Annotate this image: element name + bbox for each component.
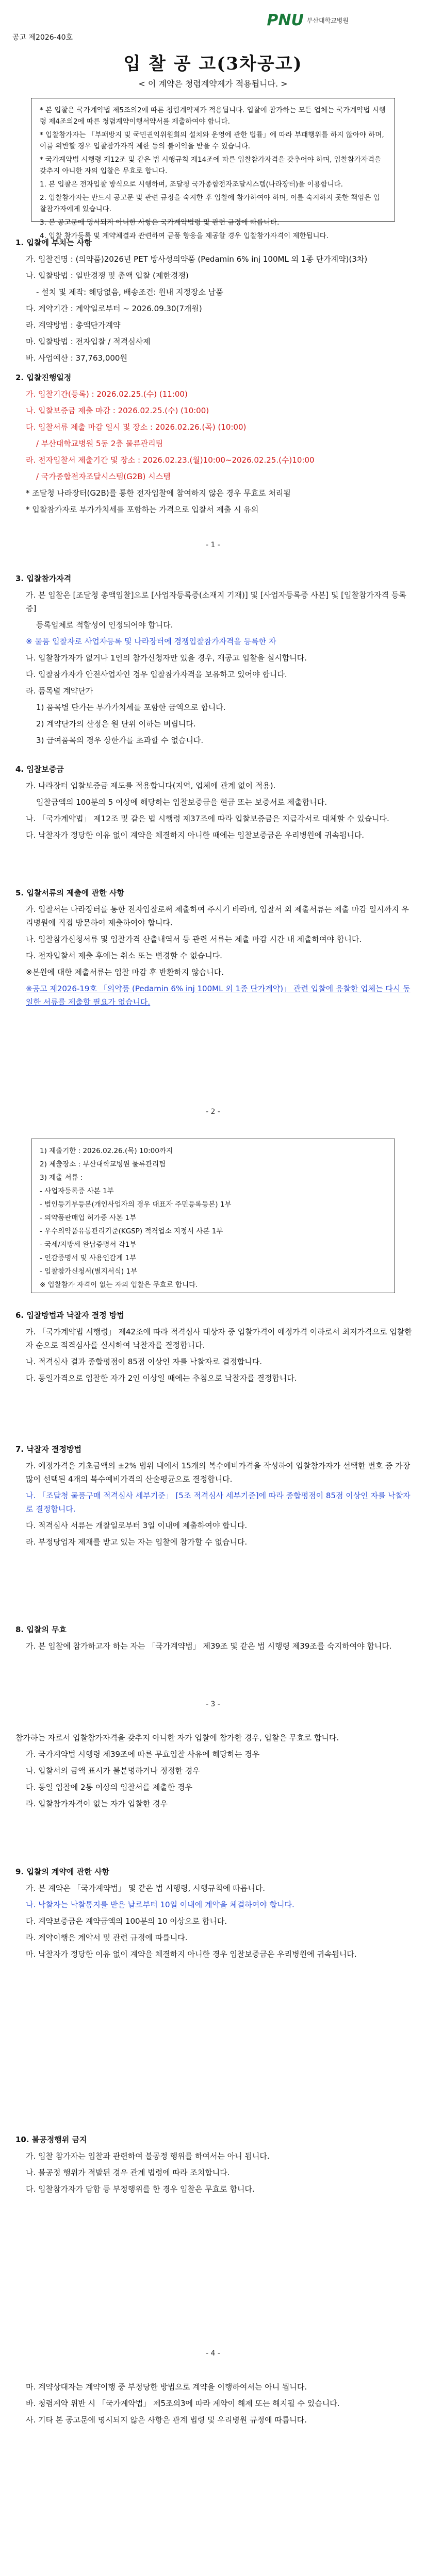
section-line: 나. 불공정 행위가 적발된 경우 관계 법령에 따라 조치합니다. bbox=[26, 2168, 230, 2177]
section-heading: 2. 입찰진행일정 bbox=[15, 373, 72, 382]
section-line: 가. 나라장터 입찰보증금 제도를 적용합니다(지역, 업체에 관계 없이 적용). bbox=[26, 781, 276, 790]
section-2 bbox=[15, 371, 413, 519]
section-4 bbox=[15, 762, 413, 845]
section-heading: 3. 입찰참가자격 bbox=[15, 574, 72, 583]
notice-box bbox=[31, 98, 395, 240]
box-line: - 사업자등록증 사본 1부 bbox=[40, 1187, 114, 1195]
logo-mark: PNU bbox=[267, 11, 304, 29]
section-line: - 설치 및 제작: 해당없음, 배송조건: 원내 지정장소 납품 bbox=[36, 287, 223, 297]
section-line: 가. 입찰기간(등록) : 2026.02.25.(수) (11:00) bbox=[26, 389, 188, 399]
section-line: ※ 물품 입찰자로 사업자등록 및 나라장터에 경쟁입찰참가자격을 등록한 자 bbox=[26, 637, 276, 646]
section-line: 다. 입찰참가자가 담합 등 부정행위를 한 경우 입찰은 무효로 합니다. bbox=[26, 2184, 255, 2194]
section-line: 다. 계약보증금은 계약금액의 100분의 10 이상으로 합니다. bbox=[26, 1917, 227, 1926]
section-line: 가. 본 입찰에 참가하고자 하는 자는 「국가계약법」 제39조 및 같은 법 시행령 제39조를 숙지하여야 합니다. bbox=[26, 1641, 392, 1651]
section-line: 가. 본 입찰은 [조달청 총액입찰]으로 [사업자등록증(소재지 기재)] 및 [사업자등록증 사본] 및 [입찰참가자격 등록증] bbox=[26, 590, 406, 613]
section-heading: 7. 낙찰자 결정방법 bbox=[15, 1445, 82, 1454]
box-line: - 의약품판매업 허가증 사본 1부 bbox=[40, 1214, 137, 1222]
section-8-cont bbox=[15, 1731, 413, 1814]
section-heading: 5. 입찰서류의 제출에 관한 사항 bbox=[15, 888, 124, 897]
section-heading: 9. 입찰의 계약에 관한 사항 bbox=[15, 1867, 109, 1876]
page-title: 입 찰 공 고(3차공고) bbox=[123, 54, 303, 74]
section-line: 라. 부정당업자 제재를 받고 있는 자는 입찰에 참가할 수 없습니다. bbox=[26, 1537, 248, 1547]
section-heading: 6. 입찰방법과 낙찰자 결정 방법 bbox=[15, 1311, 124, 1320]
section-heading: 4. 입찰보증금 bbox=[15, 765, 64, 774]
logo-name: 부산대학교병원 bbox=[306, 17, 349, 24]
section-line: 다. 적격심사 서류는 개찰일로부터 3일 이내에 제출하여야 합니다. bbox=[26, 1521, 248, 1530]
section-line: 바. 사업예산 : 37,763,000원 bbox=[26, 353, 127, 363]
hospital-logo bbox=[267, 11, 349, 29]
section-line: 가. 「국가계약법 시행령」 제42조에 따라 적격심사 대상자 중 입찰가격이 예정가격 이하로서 최저가격으로 입찰한 자 순으로 적격심사를 실시하여 낙찰자를 결정합니다. bbox=[26, 1327, 412, 1350]
notice-line: * 국가계약법 시행령 제12조 및 같은 법 시행규칙 제14조에 따른 입찰참가자격을 갖추어야 하며, 입찰참가자격을 갖추지 아니한 자의 입찰은 무효로 합니다. bbox=[40, 156, 381, 175]
page-number: - 3 - bbox=[206, 1700, 220, 1708]
box-line: - 입찰참가신청서(별지서식) 1부 bbox=[40, 1267, 138, 1276]
section-line: 다. 입찰참가자가 안전사업자인 경우 입찰참가자격을 보유하고 있어야 합니다. bbox=[26, 670, 287, 679]
notice-line: * 본 입찰은 국가계약법 제5조의2에 따른 청렴계약제가 적용됩니다. 입찰에 참가하는 모든 업체는 국가계약법 시행령 제4조의2에 따른 청렴계약이행서약서를 제출하여야 합니다. bbox=[40, 106, 386, 126]
section-line: 마. 낙찰자가 정당한 이유 없이 계약을 체결하지 아니한 경우 입찰보증금은 우리병원에 귀속됩니다. bbox=[26, 1950, 357, 1959]
section-line: 참가하는 자로서 입찰참가자격을 갖추지 아니한 자가 입찰에 참가한 경우, 입찰은 무효로 합니다. bbox=[15, 1733, 339, 1742]
box-line: 2) 제출장소 : 부산대학교병원 물류관리팀 bbox=[40, 1160, 166, 1168]
section-line: 다. 계약기간 : 계약일로부터 ~ 2026.09.30(7개월) bbox=[26, 304, 202, 313]
notice-line: * 입찰참가자는 「부패방지 및 국민권익위원회의 설치와 운영에 관한 법률」에 따라 부패행위를 하지 않아야 하며, 이를 위반할 경우 입찰참가자격 제한 등의 불이익을 받을 수 있습니다. bbox=[40, 131, 384, 150]
section-line: 다. 동일가격으로 입찰한 자가 2인 이상일 때에는 추첨으로 낙찰자를 결정합니다. bbox=[26, 1374, 297, 1383]
section-line: 라. 전자입찰서 제출기간 및 장소 : 2026.02.23.(월)10:00~2026.02.25.(수)10:00 bbox=[26, 455, 315, 465]
section-line: 등록업체로 적합성이 인정되어야 합니다. bbox=[36, 620, 173, 630]
section-10 bbox=[15, 2133, 413, 2199]
section-line: 사. 기타 본 공고문에 명시되지 않은 사항은 관계 법령 및 우리병원 규정에 따릅니다. bbox=[26, 2415, 307, 2425]
section-line: 3) 급여품목의 경우 상한가를 초과할 수 없습니다. bbox=[36, 736, 204, 745]
box-line: - 법인등기부등본(개인사업자의 경우 대표자 주민등록등본) 1부 bbox=[40, 1200, 232, 1209]
section-line: 다. 동일 입찰에 2통 이상의 입찰서를 제출한 경우 bbox=[26, 1783, 192, 1792]
section-1 bbox=[15, 236, 413, 368]
section-line: 입찰금액의 100분의 5 이상에 해당하는 입찰보증금을 현금 또는 보증서로 제출합니다. bbox=[36, 798, 327, 807]
box-line: 1) 제출기한 : 2026.02.26.(목) 10:00까지 bbox=[40, 1147, 173, 1155]
section-line: 라. 계약이행은 계약서 및 관련 규정에 따릅니다. bbox=[26, 1933, 188, 1942]
section-line: 다. 낙찰자가 정당한 이유 없이 계약을 체결하지 아니한 때에는 입찰보증금은 우리병원에 귀속됩니다. bbox=[26, 831, 365, 840]
notice-line: 4. 입찰 참가등록 및 계약체결과 관련하여 금품 향응을 제공할 경우 입찰참가자격이 제한됩니다. bbox=[40, 232, 329, 240]
box-line: 3) 제출 서류 : bbox=[40, 1174, 83, 1182]
box-line: - 국세/지방세 완납증명서 각1부 bbox=[40, 1241, 137, 1249]
section-line: / 부산대학교병원 5동 2층 물류관리팀 bbox=[36, 439, 163, 448]
section-8 bbox=[15, 1623, 413, 1656]
section-line: 다. 입찰서류 제출 마감 일시 및 장소 : 2026.02.26.(목) (10:00) bbox=[26, 422, 247, 432]
section-line: 마. 계약상대자는 계약이행 중 부정당한 방법으로 계약을 이행하여서는 아니 됩니다. bbox=[26, 2382, 307, 2392]
highlight-line: ※공고 제2026-19호 「의약품 (Pedamin 6% inj 100ML 외 1종 단가계약)」 관련 입찰에 응찰한 업체는 다시 동일한 서류를 제출할 필요가 없습니다. bbox=[26, 984, 411, 1007]
section-line: * 조달청 나라장터(G2B)를 통한 전자입찰에 참여하지 않은 경우 무효로 처리됨 bbox=[26, 488, 291, 498]
page-number: - 1 - bbox=[206, 541, 220, 549]
section-line: 라. 품목별 계약단가 bbox=[26, 686, 93, 696]
section-line: 나. 낙찰자는 낙찰통지를 받은 날로부터 10일 이내에 계약을 체결하여야 합니다. bbox=[26, 1900, 294, 1909]
section-line: ※본원에 대한 제출서류는 입찰 마감 후 반환하지 않습니다. bbox=[26, 968, 224, 977]
page-number: - 2 - bbox=[206, 1108, 220, 1116]
section-line: 나. 입찰방법 : 일반경쟁 및 총액 입찰 (제한경쟁) bbox=[26, 271, 189, 280]
section-5 bbox=[15, 886, 413, 1012]
section-line: / 국가종합전자조달시스템(G2B) 시스템 bbox=[36, 472, 171, 481]
section-6 bbox=[15, 1309, 413, 1388]
section-line: 나. 입찰참가자가 없거나 1인의 참가신청자만 있을 경우, 재공고 입찰을 실시합니다. bbox=[26, 653, 307, 663]
section-line: 가. 예정가격은 기초금액의 ±2% 범위 내에서 15개의 복수예비가격을 작성하여 입찰참가자가 선택한 번호 중 가장 많이 선택된 4개의 복수예비가격의 산술평균으로 결정합니다. bbox=[26, 1461, 411, 1484]
section-line: 라. 입찰참가자격이 없는 자가 입찰한 경우 bbox=[26, 1799, 168, 1808]
box-line: - 우수의약품유통관리기준(KGSP) 적격업소 지정서 사본 1부 bbox=[40, 1227, 223, 1235]
section-line: 바. 청렴계약 위반 시 「국가계약법」 제5조의3에 따라 계약이 해제 또는 해지될 수 있습니다. bbox=[26, 2399, 340, 2408]
notice-line: 2. 입찰참가자는 반드시 공고문 및 관련 규정을 숙지한 후 입찰에 참가하여야 하며, 이를 숙지하지 못한 책임은 입찰참가자에게 있습니다. bbox=[40, 194, 380, 213]
section-3 bbox=[15, 572, 413, 750]
section-line: 나. 입찰서의 금액 표시가 불분명하거나 정정한 경우 bbox=[26, 1766, 200, 1775]
section-line: 다. 전자입찰서 제출 후에는 취소 또는 변경할 수 없습니다. bbox=[26, 951, 222, 960]
section-line: 나. 입찰보증금 제출 마감 : 2026.02.25.(수) (10:00) bbox=[26, 406, 209, 415]
section-line: 가. 본 계약은 「국가계약법」 및 같은 법 시행령, 시행규칙에 따릅니다. bbox=[26, 1884, 265, 1893]
section-line: 나. 「국가계약법」 제12조 및 같은 법 시행령 제37조에 따라 입찰보증금은 지급각서로 대체할 수 있습니다. bbox=[26, 814, 389, 823]
section-7 bbox=[15, 1443, 413, 1552]
notice-number: 공고 제2026-40호 bbox=[12, 33, 73, 42]
page-number: - 4 - bbox=[206, 2349, 220, 2358]
section-heading: 10. 불공정행위 금지 bbox=[15, 2135, 87, 2144]
section-line: 나. 입찰참가신청서류 및 입찰가격 산출내역서 등 관련 서류는 제출 마감 시간 내 제출하여야 합니다. bbox=[26, 935, 362, 944]
section-line: * 입찰참가자로 부가가치세를 포함하는 가격으로 입찰서 제출 시 유의 bbox=[26, 505, 259, 514]
section-line: 라. 계약방법 : 총액단가계약 bbox=[26, 320, 121, 330]
section-heading: 1. 입찰에 부치는 사항 bbox=[15, 238, 92, 247]
notice-line: 3. 본 공고문에 명시되지 아니한 사항은 국가계약법령 및 관련 규정에 따릅니다. bbox=[40, 218, 280, 227]
document-box bbox=[31, 1139, 395, 1293]
section-line: 1) 품목별 단가는 부가가치세를 포함한 금액으로 합니다. bbox=[36, 703, 226, 712]
section-line: 가. 입찰 참가자는 입찰과 관련하여 불공정 행위를 하여서는 아니 됩니다. bbox=[26, 2151, 270, 2161]
notice-line: 1. 본 입찰은 전자입찰 방식으로 시행하며, 조달청 국가종합전자조달시스템(나라장터)을 이용합니다. bbox=[40, 180, 343, 189]
section-10-cont bbox=[15, 2380, 413, 2430]
section-line: 나. 「조달청 물품구매 적격심사 세부기준」 [5조 적격심사 세부기준]에 따라 종합평점이 85점 이상인 자를 낙찰자로 결정합니다. bbox=[26, 1491, 411, 1514]
section-line: 가. 국가계약법 시행령 제39조에 따른 무효입찰 사유에 해당하는 경우 bbox=[26, 1750, 260, 1759]
section-line: 2) 계약단가의 산정은 원 단위 이하는 버립니다. bbox=[36, 719, 196, 728]
section-line: 마. 입찰방법 : 전자입찰 / 적격심사제 bbox=[26, 337, 151, 346]
section-line: 가. 입찰건명 : (의약품)2026년 PET 방사성의약품 (Pedamin 6% inj 100ML 외 1종 단가계약)(3차) bbox=[26, 255, 368, 264]
section-heading: 8. 입찰의 무효 bbox=[15, 1625, 67, 1634]
section-line: 가. 입찰서는 나라장터를 통한 전자입찰로써 제출하여 주시기 바라며, 입찰서 외 제출서류는 제출 마감 일시까지 우리병원에 직접 방문하여 제출하여야 합니다. bbox=[26, 905, 409, 927]
section-line: 나. 적격심사 결과 종합평점이 85점 이상인 자를 낙찰자로 결정합니다. bbox=[26, 1357, 263, 1366]
box-line: - 인감증명서 및 사용인감계 1부 bbox=[40, 1254, 137, 1262]
box-line: ※ 입찰참가 자격이 없는 자의 입찰은 무효로 합니다. bbox=[40, 1281, 198, 1289]
section-9 bbox=[15, 1865, 413, 1964]
page-subtitle: < 이 계약은 청렴계약제가 적용됩니다. > bbox=[138, 79, 288, 89]
